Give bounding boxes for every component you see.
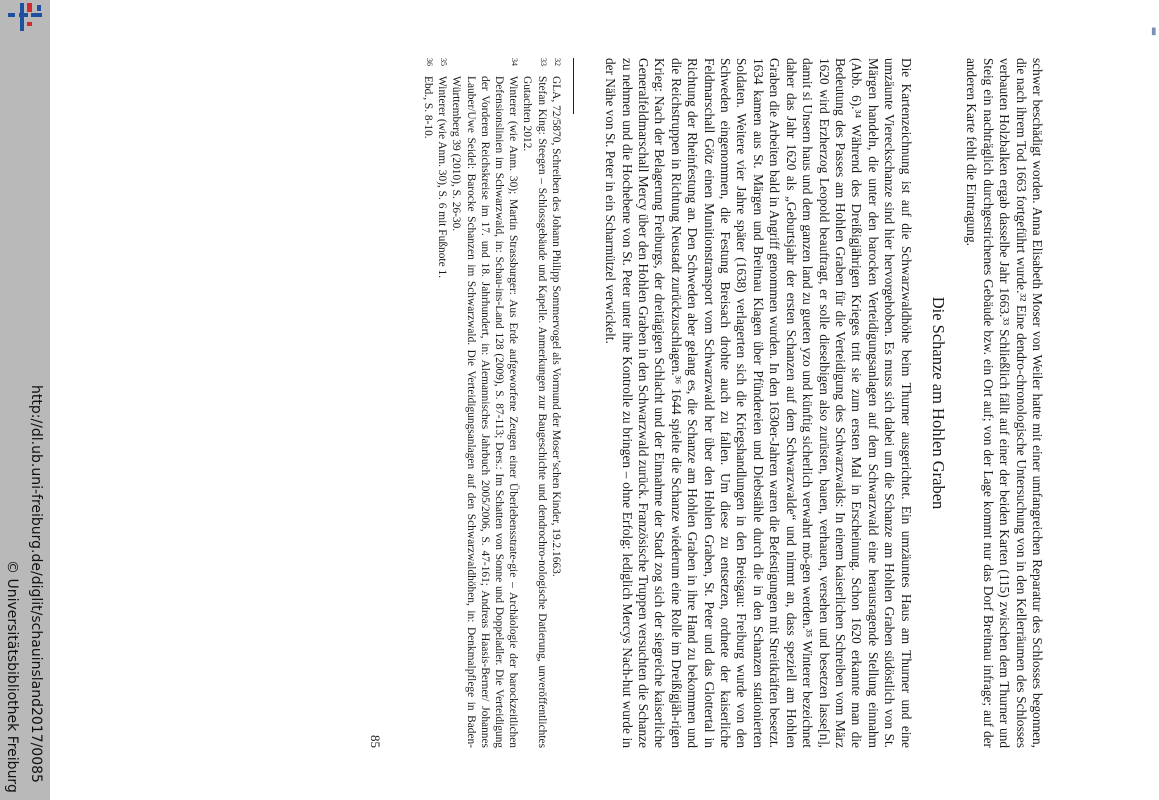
document-url[interactable]: http://dl.ub.uni-freiburg.de/diglit/schauinsland2017/0085 — [28, 385, 44, 783]
footnote-number: 32 — [552, 58, 562, 66]
footnote-text: GLA, 72/5870, Schreiben des Johann Philipp Sommervogel als Vormund der Moser’schen Kinder, 19.2.1663. — [549, 76, 562, 577]
footnote-item — [421, 58, 435, 748]
page-number: 85 — [368, 735, 383, 748]
footnote-number: 35 — [439, 58, 449, 66]
footnote-text: Winterer (wie Anm. 30); Martin Strassburger: Aus Erde aufgeworfene Zeugen einer Überlebensstrate-gie – Archäologie der barockzeitlichen Defensionslinien im Schwarzwald, in: Schau-ins-Land 128 (2009), S. 87-113; Ders.: Im Schatten von Sonne und Doppeladler. Die Verteidigung der Vorderen Reichskreise im 17. und 18. Jahrhundert, in: Alemannisches Jahrbuch 2005/2006, S. 47-161; Andreas Haasis-Berner/ Johannes Lauber/Uwe Seidel: Barocke Schanzen im Schwarzwald. Die Verteidigungsanlagen auf den Schwarzwaldhöhen, in: Denkmalpflege in Baden-Württemberg 39 (2010), S. 26-30. — [450, 76, 520, 748]
copyright-notice: © Universitätsbibliothek Freiburg — [4, 560, 20, 793]
footnote-text: Stefan King: Steegen – Schlossgebäude und Kapelle. Anmerkungen zur Baugeschichte und dendrochro-nologische Datierung, unveröffentlichtes Gutachten 2012. — [521, 76, 548, 748]
footnote-number: 34 — [510, 58, 520, 66]
footnote-text: Ebd., S. 8-10. — [422, 76, 435, 139]
section-heading: Die Schanze am Hohlen Graben — [928, 296, 948, 510]
footnote-number: 33 — [538, 58, 548, 66]
intro-paragraph: schwer beschädigt worden. Anna Elisabeth Moser von Weiler hatte mit einer umfangreichen Reparatur des Schlosses begonnen, die nach ihrem Tod 1663 fortgeführt wurde.³² Eine dendro-chronologische Untersuchung von in den Kellerräumen des Schlosses verbauten Holzbalken ergab dasselbe Jahr 1663.³³ Schließlich fällt auf einer der beiden Karten (115) zwischen dem Thurner und Steig ein nachträglich durchgestrichenes Gebäude bzw. ein Ort auf; von der Lage kommt nur das Dorf Breitnau infrage; auf der anderen Karte fehlt die Eintragung. — [964, 58, 1045, 748]
footnote-divider — [573, 58, 574, 114]
viewer-edge-marker: ▮ — [1151, 26, 1157, 37]
footnotes — [421, 58, 563, 748]
footnote-text: Winterer (wie Anm. 30), S. 6 mit Fußnote 1. — [436, 76, 449, 279]
footnote-number: 36 — [425, 58, 435, 66]
viewer-sidebar — [0, 0, 50, 800]
scanned-page — [365, 58, 1045, 748]
footnote-item — [549, 58, 563, 748]
footnote-item — [520, 58, 548, 748]
footnote-item — [449, 58, 520, 748]
footnote-item — [435, 58, 449, 748]
body-paragraph: Die Kartenzeichnung ist auf die Schwarzwaldhöhe beim Thurner ausgerichtet. Ein umzäuntes Haus am Thurner und eine umzäunte Viereckschanze sind hier hervorgehoben. Es muss sich dabei um die Schanze am Hohlen Graben südöstlich von St. Märgen handeln, die unter den barocken Verteidigungsanlagen auf dem Schwarzwald eine herausragende Stellung einnahm (Abb. 6).³⁴ Während des Dreißigjährigen Krieges tritt sie zum ersten Mal in Erscheinung. Schon 1620 erkannte man die Bedeutung des Passes am Hohlen Graben für die Verteidigung des Schwarzwalds: In einem kaiserlichen Schreiben vom März 1620 wird Erzherzog Leopold beauftragt, er solle dieselbigen also zurüsten, bauen, verhauen, versehen und besetzen lasse[n], damit si Unsern haus und dem ganzen land zu gueten yzo und künftig sicherlich verwahrt mö-gen werden.³⁵ Winterer bezeichnet daher das Jahr 1620 als „Geburtsjahr der ersten Schanzen auf dem Schwarzwalde“ und nimmt an, dass speziell am Hohlen Graben die Arbeiten bald in Angriff genommen wurden. In den 1630er-Jahren waren die Befestigungen mit Streitkräften besetzt. 1634 kamen aus St. Märgen und Breitnau Klagen über Pfündereien und Diebstähle durch die in den Schanzen stationierten Soldaten. Weitere vier Jahre später (1638) verlagerten sich die Kriegshandlungen in den Breisgau: Freiburg wurde von den Schweden eingenommen, die Festung Breisach drohte auch zu fallen. Um diese zu entsetzen, ordnete der kaiserliche Feldmarschall Götz einen Munitionstransport vom Schwarzwald her über den Hohlen Graben, St. Peter und das Glottertal in Richtung der Rheinfestung an. Den Schweden aber gelang es, die Schanze am Hohlen Graben in ihre Hand zu bekommen und die Reichstruppen in Richtung Neustadt zurückzuschlagen.³⁶ 1644 spielte die Schanze wiederum eine Rolle im Dreißigjäh-rigen Krieg: Nach der Belagerung Freiburgs, der dreitägigen Schlacht und der Einnahme der Stadt zog sich der siegreiche kaiserliche Generalfeldmarschall Mercy über den Hohlen Graben in den Schwarzwald zurück. Französische Truppen versuchten die Schanze zu nehmen und die Hochebene von St. Peter unter ihre Kontrolle zu bringen – ohne Erfolg: lediglich Mercys Nach-hut wurde in der Nähe von St. Peter in ein Scharmützel verwickelt. — [603, 58, 914, 748]
ub-freiburg-logo-icon — [0, 0, 50, 50]
